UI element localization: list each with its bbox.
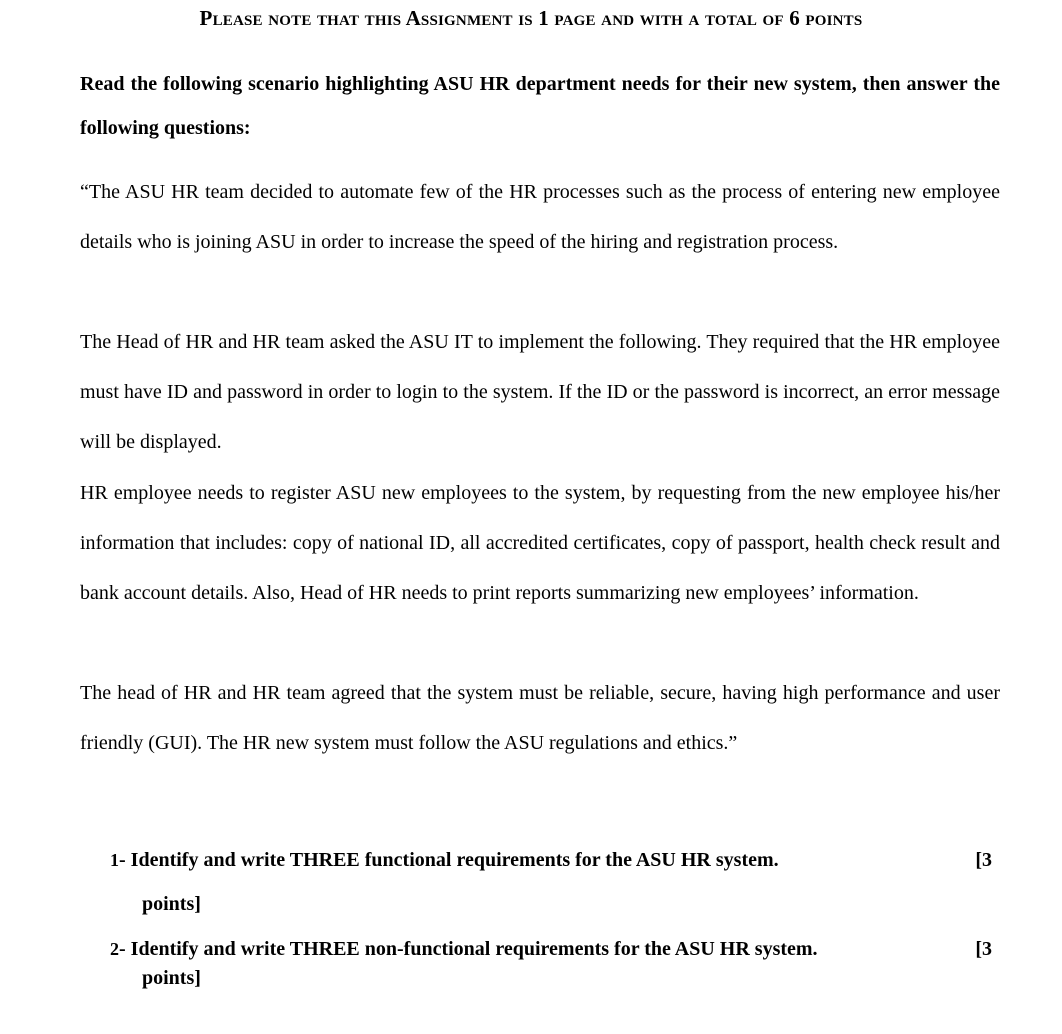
question-2	[110, 935, 1000, 993]
page-title: Please note that this Assignment is 1 page and with a total of 6 points	[199, 6, 863, 30]
scenario-paragraph-1: “The ASU HR team decided to automate few of the HR processes such as the process of entering new employee details who is joining ASU in order to increase the speed of the hiring and registration process.	[80, 181, 1000, 254]
points-label: [3	[975, 849, 992, 871]
scenario-paragraph-2: The Head of HR and HR team asked the ASU IT to implement the following. They required that the HR employee must have ID and password in order to login to the system. If the ID or the password is incorrect, an error message will be displayed.	[80, 331, 1000, 454]
question-text: - Identify and write THREE functional requirements for the ASU HR system.	[119, 849, 779, 871]
question-1	[110, 838, 1000, 926]
question-number: 2	[110, 939, 119, 959]
instructions: Read the following scenario highlighting ASU HR department needs for their new system, then answer the following questions:	[80, 73, 1000, 139]
points-label: [3	[975, 938, 992, 960]
points-label-continued: points]	[142, 967, 201, 989]
scenario-paragraph-3: HR employee needs to register ASU new employees to the system, by requesting from the new employee his/her information that includes: copy of national ID, all accredited certificates, copy of passport, health check result and bank account details. Also, Head of HR needs to print reports summarizing new employees’ information.	[80, 482, 1000, 605]
points-label-continued: points]	[142, 893, 201, 915]
question-text: - Identify and write THREE non-functional requirements for the ASU HR system.	[119, 938, 818, 960]
question-number: 1	[110, 850, 119, 870]
scenario-paragraph-4: The head of HR and HR team agreed that the system must be reliable, secure, having high performance and user friendly (GUI). The HR new system must follow the ASU regulations and ethics.”	[80, 682, 1000, 755]
